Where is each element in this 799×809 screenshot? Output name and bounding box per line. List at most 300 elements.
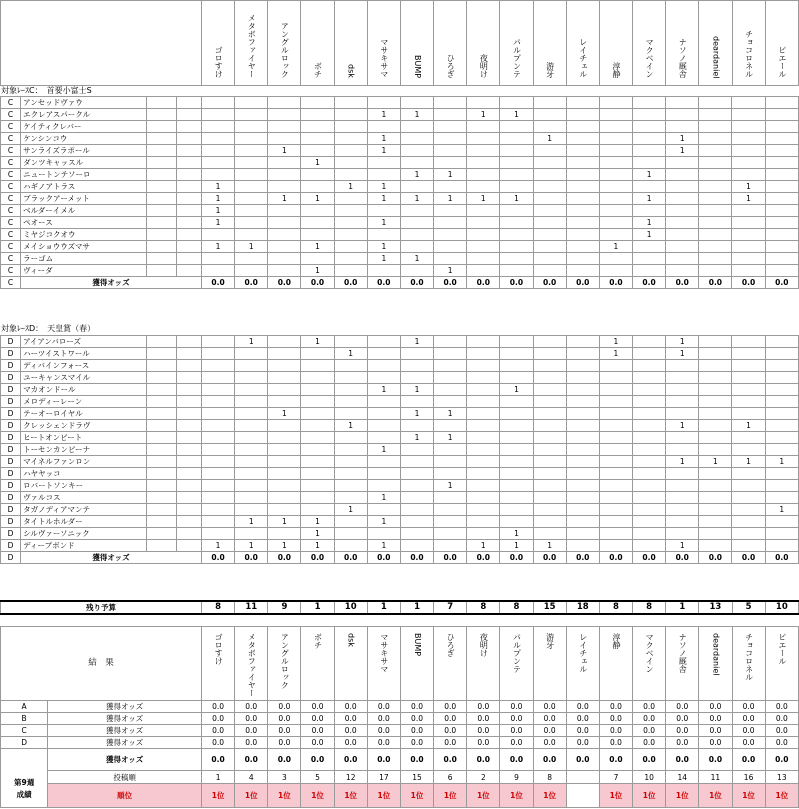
column-header-label: 夜明け	[479, 633, 489, 657]
bet-cell	[732, 157, 765, 169]
bet-cell	[367, 169, 400, 181]
odds-value: 0.0	[599, 725, 632, 737]
blank-cell	[146, 265, 176, 277]
total-odds-value: 0.0	[301, 749, 334, 771]
odds-value: 0.0	[765, 277, 798, 289]
odds-value: 0.0	[467, 552, 500, 564]
bet-cell	[599, 253, 632, 265]
blank-cell	[146, 516, 176, 528]
section-c-title: 対象ﾚｰｽC： 首要小富士S	[1, 86, 92, 95]
bet-cell	[367, 348, 400, 360]
bet-cell	[599, 109, 632, 121]
odds-value: 0.0	[434, 701, 467, 713]
bet-cell	[566, 348, 599, 360]
bet-cell	[633, 444, 666, 456]
bet-cell	[633, 348, 666, 360]
bet-cell	[334, 205, 367, 217]
column-header-label: ボチ	[313, 62, 323, 78]
bet-cell	[599, 468, 632, 480]
odds-value: 0.0	[666, 277, 699, 289]
bet-cell	[400, 229, 433, 241]
bet-cell	[334, 456, 367, 468]
bet-cell	[367, 504, 400, 516]
bet-cell	[235, 528, 268, 540]
horse-name: マイネルファンロン	[21, 456, 147, 468]
bet-cell	[732, 432, 765, 444]
odds-label: 獲得オッズ	[48, 737, 202, 749]
bet-cell: 1	[301, 540, 334, 552]
odds-value: 0.0	[268, 277, 301, 289]
bet-cell: 1	[268, 193, 301, 205]
column-header	[533, 627, 566, 701]
bet-cell	[732, 133, 765, 145]
bet-cell	[334, 229, 367, 241]
remaining-value: 8	[202, 601, 235, 614]
bet-cell: 1	[201, 205, 234, 217]
bet-cell	[732, 97, 765, 109]
race-code: C	[1, 277, 21, 289]
odds-value: 0.0	[301, 713, 334, 725]
bet-cell	[533, 121, 566, 133]
blank-cell	[146, 480, 176, 492]
bet-cell	[699, 109, 732, 121]
bet-cell	[599, 528, 632, 540]
bet-cell	[666, 360, 699, 372]
remaining-value: 9	[268, 601, 301, 614]
bet-cell	[500, 217, 533, 229]
bet-cell	[500, 253, 533, 265]
odds-value: 0.0	[467, 277, 500, 289]
result-race-row	[1, 701, 799, 713]
horse-name: アイアンバローズ	[21, 336, 147, 348]
bet-cell	[533, 348, 566, 360]
odds-value: 0.0	[500, 713, 533, 725]
bet-cell	[268, 444, 301, 456]
bet-cell	[268, 229, 301, 241]
bet-cell: 1	[367, 253, 400, 265]
bet-cell	[566, 169, 599, 181]
bet-cell	[765, 229, 798, 241]
horse-row	[1, 420, 799, 432]
bet-cell	[334, 169, 367, 181]
bet-cell	[666, 253, 699, 265]
race-code: D	[1, 492, 21, 504]
bet-cell	[301, 492, 334, 504]
odds-value: 0.0	[599, 277, 632, 289]
bet-cell	[566, 528, 599, 540]
blank-cell	[176, 133, 201, 145]
odds-value: 0.0	[334, 713, 367, 725]
odds-value: 0.0	[268, 737, 301, 749]
bet-cell	[633, 336, 666, 348]
column-header-label: ボチ	[313, 633, 323, 649]
column-header-label: マクベイン	[645, 633, 655, 673]
bet-cell	[334, 253, 367, 265]
race-code: D	[1, 444, 21, 456]
bet-cell	[765, 133, 798, 145]
blank-cell	[176, 504, 201, 516]
total-odds-value: 0.0	[367, 749, 400, 771]
blank-cell	[146, 468, 176, 480]
bet-cell	[334, 157, 367, 169]
order-value: 13	[765, 771, 798, 784]
rank-value: 1位	[599, 784, 632, 808]
bet-cell	[268, 241, 301, 253]
bet-cell	[732, 516, 765, 528]
bet-cell	[599, 444, 632, 456]
bet-cell	[566, 145, 599, 157]
bet-cell	[500, 516, 533, 528]
bet-cell	[566, 456, 599, 468]
bet-cell	[599, 384, 632, 396]
bet-cell	[367, 432, 400, 444]
race-code: D	[1, 420, 21, 432]
blank-cell	[176, 145, 201, 157]
bet-cell	[732, 205, 765, 217]
column-header	[202, 627, 235, 701]
odds-value: 0.0	[367, 737, 400, 749]
blank-cell	[146, 241, 176, 253]
horse-row	[1, 528, 799, 540]
bet-cell	[467, 217, 500, 229]
bet-cell	[201, 384, 234, 396]
bet-cell	[765, 540, 798, 552]
bet-cell: 1	[334, 504, 367, 516]
bet-cell	[467, 372, 500, 384]
total-odds-value: 0.0	[533, 749, 566, 771]
bet-cell	[633, 121, 666, 133]
bet-cell	[666, 492, 699, 504]
odds-value: 0.0	[765, 737, 798, 749]
bet-cell	[566, 516, 599, 528]
bet-cell	[235, 133, 268, 145]
bet-cell	[533, 145, 566, 157]
bet-cell: 1	[732, 181, 765, 193]
bet-cell	[533, 229, 566, 241]
horse-name: ヴァルコス	[21, 492, 147, 504]
order-value: 4	[235, 771, 268, 784]
bet-cell	[334, 121, 367, 133]
column-header-label: ナソノ厩舎	[678, 38, 688, 78]
bet-cell	[599, 396, 632, 408]
race-code: D	[1, 468, 21, 480]
bet-cell	[566, 121, 599, 133]
bet-cell	[268, 528, 301, 540]
odds-value: 0.0	[434, 737, 467, 749]
bet-cell: 1	[268, 516, 301, 528]
blank-cell	[176, 492, 201, 504]
odds-value: 0.0	[599, 552, 632, 564]
race-code: D	[1, 480, 21, 492]
blank-cell	[146, 540, 176, 552]
odds-value: 0.0	[367, 701, 400, 713]
odds-value: 0.0	[533, 737, 566, 749]
blank-cell	[146, 97, 176, 109]
bet-cell	[765, 253, 798, 265]
total-odds-value: 0.0	[235, 749, 268, 771]
odds-value: 0.0	[467, 725, 500, 737]
bet-cell	[765, 528, 798, 540]
column-header	[235, 627, 268, 701]
odds-value: 0.0	[467, 713, 500, 725]
bet-cell	[235, 456, 268, 468]
bet-cell	[633, 456, 666, 468]
bet-cell	[500, 133, 533, 145]
odds-value: 0.0	[599, 737, 632, 749]
column-header	[533, 1, 566, 86]
bet-cell	[400, 217, 433, 229]
week-seiseki: 成績	[16, 789, 32, 799]
odds-value: 0.0	[434, 277, 467, 289]
bet-cell	[732, 540, 765, 552]
bet-cell	[699, 348, 732, 360]
race-code: C	[1, 241, 21, 253]
bet-cell: 1	[434, 193, 467, 205]
bet-cell	[268, 157, 301, 169]
bet-cell	[467, 480, 500, 492]
horse-row	[1, 157, 799, 169]
section-c-table	[0, 96, 799, 289]
bet-cell	[765, 468, 798, 480]
bet-cell	[765, 432, 798, 444]
column-header	[566, 1, 599, 86]
bet-cell	[334, 396, 367, 408]
column-header-label: BUMP	[413, 633, 423, 657]
bet-cell	[732, 121, 765, 133]
horse-row	[1, 205, 799, 217]
bet-cell	[467, 420, 500, 432]
odds-value: 0.0	[334, 701, 367, 713]
bet-cell	[467, 456, 500, 468]
bet-cell	[467, 145, 500, 157]
odds-value: 0.0	[566, 277, 599, 289]
remaining-value: 1	[367, 601, 400, 614]
bet-cell	[500, 229, 533, 241]
bet-cell	[467, 97, 500, 109]
bet-cell	[434, 145, 467, 157]
bet-cell	[765, 360, 798, 372]
remaining-value: 8	[633, 601, 666, 614]
odds-value: 0.0	[400, 725, 433, 737]
bet-cell	[732, 229, 765, 241]
bet-cell: 1	[400, 336, 433, 348]
horse-name: ラーゴム	[21, 253, 147, 265]
horse-name: ベルダーイメル	[21, 205, 147, 217]
order-label: 投稿順	[48, 771, 202, 784]
odds-value: 0.0	[765, 725, 798, 737]
blank-cell	[176, 528, 201, 540]
bet-cell	[467, 348, 500, 360]
bet-cell	[201, 420, 234, 432]
odds-value: 0.0	[699, 725, 732, 737]
rank-value: 1位	[268, 784, 301, 808]
bet-cell	[732, 241, 765, 253]
bet-cell: 1	[400, 408, 433, 420]
bet-cell	[367, 396, 400, 408]
bet-cell	[400, 97, 433, 109]
bet-cell: 1	[400, 432, 433, 444]
bet-cell	[599, 408, 632, 420]
bet-cell	[434, 492, 467, 504]
bet-cell	[467, 504, 500, 516]
blank-cell	[176, 540, 201, 552]
bet-cell: 1	[334, 348, 367, 360]
column-header	[334, 627, 367, 701]
bet-cell: 1	[301, 336, 334, 348]
bet-cell	[235, 408, 268, 420]
bet-cell	[400, 181, 433, 193]
total-odds-value: 0.0	[334, 749, 367, 771]
bet-cell	[235, 193, 268, 205]
blank-cell	[146, 193, 176, 205]
bet-cell	[500, 348, 533, 360]
bet-cell: 1	[400, 109, 433, 121]
bet-cell	[434, 205, 467, 217]
bet-cell	[400, 480, 433, 492]
bet-cell	[400, 157, 433, 169]
total-odds-row	[1, 749, 799, 771]
horse-name: ケンシンコウ	[21, 133, 147, 145]
horse-name: シルヴァーソニック	[21, 528, 147, 540]
bet-cell	[500, 97, 533, 109]
race-code: C	[1, 97, 21, 109]
bet-cell	[201, 516, 234, 528]
race-code: D	[1, 456, 21, 468]
odds-value: 0.0	[699, 713, 732, 725]
bet-cell: 1	[699, 456, 732, 468]
blank-cell	[176, 169, 201, 181]
column-header	[235, 1, 268, 86]
horse-name: ユーキャンスマイル	[21, 372, 147, 384]
bet-cell	[633, 360, 666, 372]
bet-cell	[201, 468, 234, 480]
bet-cell	[301, 468, 334, 480]
bet-cell: 1	[367, 217, 400, 229]
bet-cell: 1	[434, 408, 467, 420]
bet-cell	[666, 468, 699, 480]
column-header-label: ひろぎ	[446, 633, 456, 657]
bet-cell	[699, 217, 732, 229]
bet-cell	[732, 372, 765, 384]
bet-cell	[301, 432, 334, 444]
bet-cell	[666, 480, 699, 492]
horse-name: ダンツキャッスル	[21, 157, 147, 169]
bet-cell	[400, 540, 433, 552]
bet-cell: 1	[765, 504, 798, 516]
bet-cell	[765, 516, 798, 528]
bet-cell	[699, 528, 732, 540]
column-header-label: メタボファイヤー	[247, 14, 257, 78]
bet-cell	[633, 384, 666, 396]
odds-value: 0.0	[765, 701, 798, 713]
bet-cell: 1	[367, 444, 400, 456]
bet-cell	[666, 408, 699, 420]
bet-cell	[268, 480, 301, 492]
bet-cell	[599, 456, 632, 468]
bet-cell	[434, 444, 467, 456]
bet-cell	[533, 205, 566, 217]
bet-cell: 1	[235, 336, 268, 348]
result-race-row	[1, 713, 799, 725]
bet-cell	[500, 145, 533, 157]
horse-name: メイショウウズマサ	[21, 241, 147, 253]
bet-cell	[732, 384, 765, 396]
horse-row	[1, 241, 799, 253]
odds-value: 0.0	[235, 701, 268, 713]
bet-cell	[566, 360, 599, 372]
total-odds-value: 0.0	[566, 749, 599, 771]
results-header: 結 果	[1, 627, 202, 701]
odds-value: 0.0	[202, 725, 235, 737]
odds-value: 0.0	[367, 277, 400, 289]
bet-cell: 1	[500, 193, 533, 205]
bet-cell	[699, 516, 732, 528]
bet-cell	[434, 121, 467, 133]
odds-value: 0.0	[732, 725, 765, 737]
order-value: 5	[301, 771, 334, 784]
bet-cell	[699, 420, 732, 432]
bet-cell	[434, 229, 467, 241]
bet-cell	[765, 145, 798, 157]
bet-cell: 1	[533, 540, 566, 552]
bet-cell	[566, 193, 599, 205]
bet-cell	[400, 348, 433, 360]
bet-cell	[566, 205, 599, 217]
remaining-value: 8	[500, 601, 533, 614]
rank-value: 1位	[467, 784, 500, 808]
odds-value: 0.0	[235, 713, 268, 725]
blank-cell	[176, 456, 201, 468]
bet-cell	[699, 97, 732, 109]
rank-value: 1位	[334, 784, 367, 808]
remaining-value: 7	[434, 601, 467, 614]
odds-value: 0.0	[467, 737, 500, 749]
bet-cell	[434, 241, 467, 253]
odds-value: 0.0	[500, 277, 533, 289]
odds-value: 0.0	[633, 737, 666, 749]
column-header-label: deardaniel	[711, 633, 721, 676]
odds-value: 0.0	[633, 713, 666, 725]
bet-cell	[699, 540, 732, 552]
bet-cell	[434, 109, 467, 121]
bet-cell	[699, 265, 732, 277]
bet-cell	[400, 265, 433, 277]
horse-name: ディバインフォース	[21, 360, 147, 372]
odds-value: 0.0	[633, 277, 666, 289]
remaining-value: 18	[566, 601, 599, 614]
rank-value: 1位	[400, 784, 433, 808]
bet-cell: 1	[666, 540, 699, 552]
odds-value: 0.0	[666, 713, 699, 725]
bet-cell	[765, 217, 798, 229]
column-header	[732, 627, 765, 701]
horse-row	[1, 348, 799, 360]
bet-cell	[633, 265, 666, 277]
bet-cell	[235, 444, 268, 456]
bet-cell	[699, 121, 732, 133]
bet-cell	[334, 516, 367, 528]
bet-cell	[666, 109, 699, 121]
bet-cell	[666, 205, 699, 217]
bet-cell	[500, 432, 533, 444]
bet-cell: 1	[400, 384, 433, 396]
odds-value: 0.0	[566, 713, 599, 725]
bet-cell	[201, 121, 234, 133]
bet-cell: 1	[434, 480, 467, 492]
bet-cell	[201, 372, 234, 384]
column-header-label: パルプンテ	[512, 633, 522, 673]
bet-cell	[566, 540, 599, 552]
